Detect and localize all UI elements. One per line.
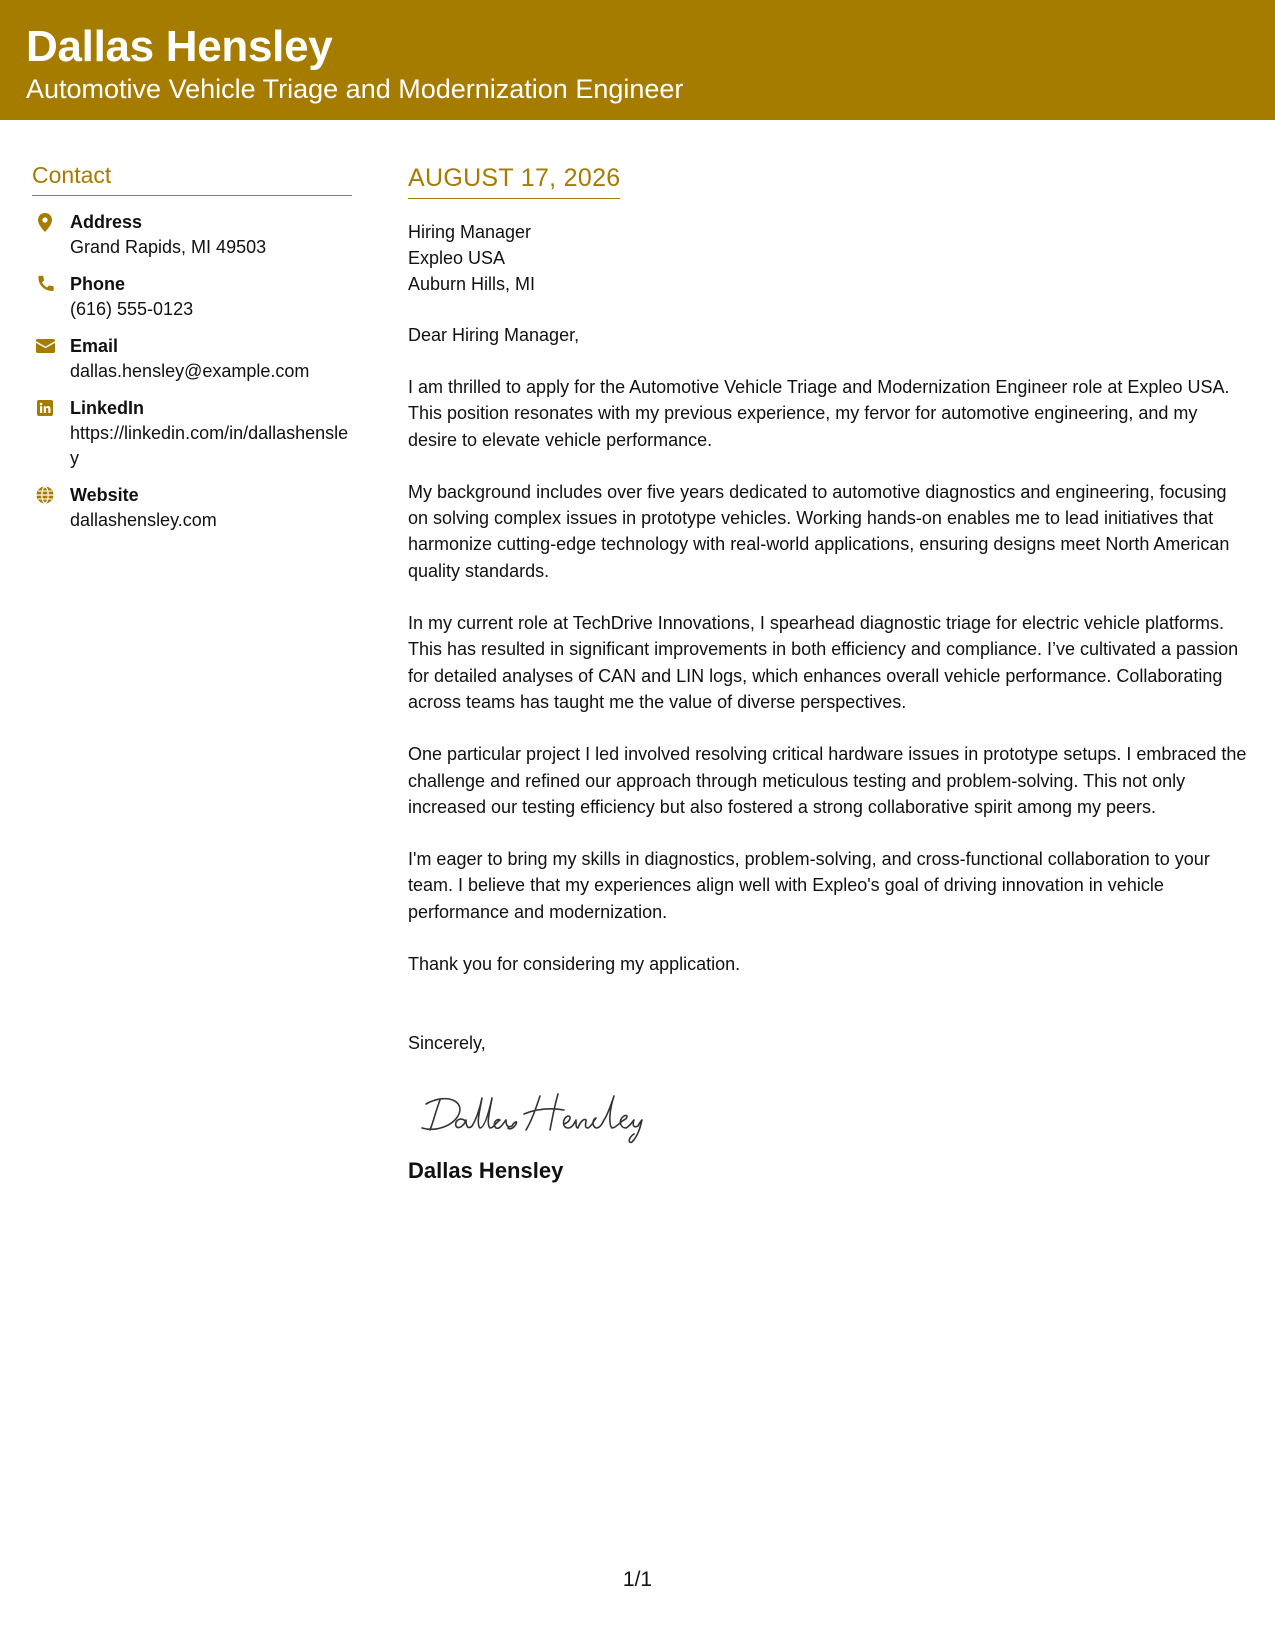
contact-item-phone <box>32 272 352 322</box>
applicant-title: Automotive Vehicle Triage and Modernization Engineer <box>26 74 684 104</box>
contact-item-address <box>32 210 352 260</box>
phone-value: (616) 555-0123 <box>70 299 194 319</box>
salutation: Dear Hiring Manager, <box>408 325 580 345</box>
letter-paragraph: I'm eager to bring my skills in diagnostics, problem-solving, and cross-functional collaboration to your team. I believe that my experiences align well with Expleo's goal of driving innovation in vehicle performance and modernization. <box>408 849 1210 922</box>
phone-label: Phone <box>70 274 126 294</box>
letter-paragraph: In my current role at TechDrive Innovations, I spearhead diagnostic triage for electric vehicle platforms. This has resulted in significant improvements in both efficiency and compliance. I’ve cultivated a passion for detailed analyses of CAN and LIN logs, which enhances overall vehicle performance. Collaborating across teams has taught me the value of diverse perspectives. <box>408 613 1239 712</box>
contact-item-linkedin <box>32 396 352 471</box>
website-value[interactable]: dallashensley.com <box>70 510 217 530</box>
letter-paragraph: My background includes over five years dedicated to automotive diagnostics and engineering, focusing on solving complex issues in prototype vehicles. Working hands-on enables me to lead initiatives that harmonize cutting-edge technology with real-world applications, ensuring designs meet North American quality standards. <box>408 481 1230 581</box>
email-label: Email <box>70 336 119 356</box>
page-number: 1/1 <box>622 1568 653 1591</box>
recipient-line: Auburn Hills, MI <box>408 274 536 294</box>
recipient-line: Expleo USA <box>408 248 506 268</box>
header-banner <box>0 0 1275 120</box>
linkedin-label: LinkedIn <box>70 398 145 418</box>
letter-body <box>408 164 1248 1184</box>
address-label: Address <box>70 212 143 232</box>
envelope-icon <box>35 336 55 356</box>
contact-sidebar <box>32 162 352 545</box>
letter-paragraph: I am thrilled to apply for the Automotive Vehicle Triage and Modernization Engineer role at Expleo USA. This position resonates with my previous experience, my fervor for automotive engineering, and my desire to elevate vehicle performance. <box>408 377 1230 450</box>
address-value: Grand Rapids, MI 49503 <box>70 237 267 257</box>
email-value[interactable]: dallas.hensley@example.com <box>70 361 310 381</box>
applicant-name: Dallas Hensley <box>26 22 333 71</box>
globe-icon <box>35 485 55 505</box>
contact-item-email <box>32 334 352 384</box>
map-pin-icon <box>35 212 55 232</box>
linkedin-icon <box>35 398 55 418</box>
signer-name: Dallas Hensley <box>408 1158 564 1184</box>
recipient-block <box>408 219 1248 297</box>
contact-item-website <box>32 483 352 533</box>
recipient-line: Hiring Manager <box>408 222 532 242</box>
closing: Sincerely, <box>408 1033 486 1054</box>
letter-date: AUGUST 17, 2026 <box>408 164 620 199</box>
handwritten-signature <box>418 1084 1248 1144</box>
website-label: Website <box>70 485 139 505</box>
contact-section-title: Contact <box>32 162 352 196</box>
letter-paragraph: One particular project I led involved resolving critical hardware issues in prototype setups. I embraced the challenge and refined our approach through meticulous testing and problem-solving. This not only increased our testing efficiency but also fostered a strong collaborative spirit among my peers. <box>408 744 1247 817</box>
linkedin-value[interactable]: https://linkedin.com/in/dallashensley <box>70 423 349 468</box>
letter-paragraph: Thank you for considering my application. <box>408 954 741 975</box>
phone-icon <box>35 274 55 294</box>
